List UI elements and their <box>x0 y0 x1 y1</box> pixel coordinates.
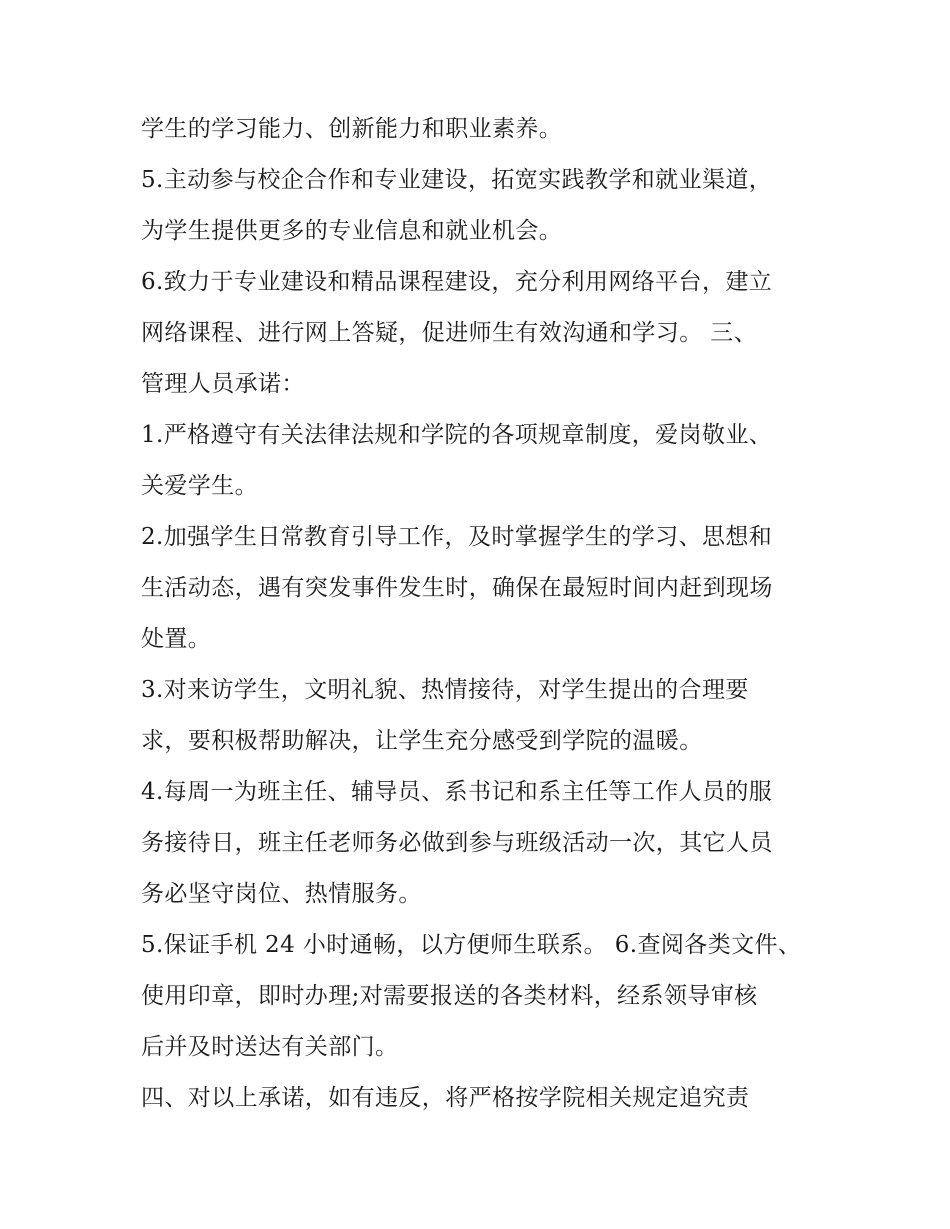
text-line: 6.致力于专业建设和精品课程建设，充分利用网络平台，建立 <box>141 269 773 295</box>
text-line: 生活动态，遇有突发事件发生时，确保在最短时间内赶到现场 <box>141 575 773 601</box>
text-line: 务必坚守岗位、热情服务。 <box>141 881 422 907</box>
section-heading: 管理人员承诺： <box>141 371 305 397</box>
text-line: 5.主动参与校企合作和专业建设，拓宽实践教学和就业渠道， <box>141 167 773 193</box>
text-line: 学生的学习能力、创新能力和职业素养。 <box>141 116 563 142</box>
text-line: 务接待日，班主任老师务必做到参与班级活动一次，其它人员 <box>141 830 773 856</box>
text-line: 1.严格遵守有关法律法规和学院的各项规章制度，爱岗敬业、 <box>141 422 773 448</box>
text-line: 求，要积极帮助解决，让学生充分感受到学院的温暖。 <box>141 728 703 754</box>
text-line: 4.每周一为班主任、辅导员、系书记和系主任等工作人员的服 <box>141 779 773 805</box>
text-line: 2.加强学生日常教育引导工作，及时掌握学生的学习、思想和 <box>141 524 773 550</box>
text-line: 后并及时送达有关部门。 <box>141 1034 399 1060</box>
text-line: 使用印章，即时办理;对需要报送的各类材料，经系领导审核 <box>141 983 758 1009</box>
text-line: 处置。 <box>141 626 212 652</box>
text-line: 为学生提供更多的专业信息和就业机会。 <box>141 218 563 244</box>
text-line: 四、对以上承诺，如有违反，将严格按学院相关规定追究责 <box>141 1085 750 1111</box>
text-line: 关爱学生。 <box>141 473 258 499</box>
body-text <box>141 104 841 1124</box>
text-line: 3.对来访学生，文明礼貌、热情接待，对学生提出的合理要 <box>141 677 749 703</box>
text-line: 网络课程、进行网上答疑，促进师生有效沟通和学习。 三、 <box>141 320 758 346</box>
text-line: 5.保证手机 24 小时通畅，以方便师生联系。 6.查阅各类文件、 <box>141 932 802 958</box>
